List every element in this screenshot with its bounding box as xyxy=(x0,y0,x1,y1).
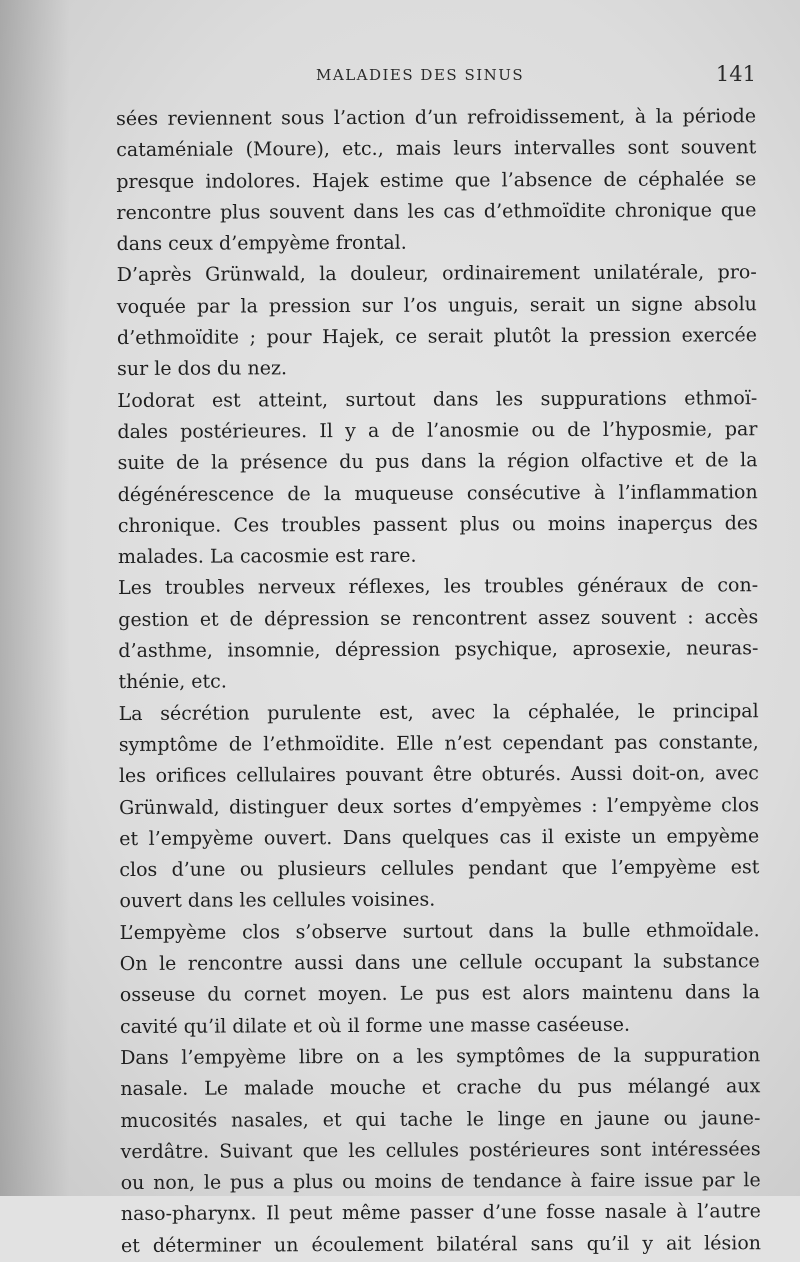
text-line: La sécrétion purulente est, avec la céphalée, le principal xyxy=(118,699,759,725)
text-line: suite de la présence du pus dans la région olfactive et de la xyxy=(117,449,758,475)
text-line: malades. La cacosmie est rare. xyxy=(117,544,417,569)
text-line: D’après Grünwald, la douleur, ordinairement unilatérale, pro- xyxy=(116,261,757,287)
text-line: voquée par la pression sur l’os unguis, serait un signe absolu xyxy=(116,292,757,318)
text-line: ouvert dans les cellules voisines. xyxy=(119,889,436,913)
text-line: sur le dos du nez. xyxy=(117,357,288,381)
text-line: presque indolores. Hajek estime que l’absence de céphalée se xyxy=(116,167,757,193)
running-title: MALADIES DES SINUS xyxy=(316,66,525,84)
text-line: d’asthme, insomnie, dépression psychique, aprosexie, neuras- xyxy=(118,637,759,663)
text-line: mucosités nasales, et qui tache le linge en jaune ou jaune- xyxy=(120,1106,761,1132)
text-line: et l’empyème ouvert. Dans quelques cas il existe un empyème xyxy=(119,825,760,850)
text-line: dégénérescence de la muqueuse consécutive à l’inflammation xyxy=(117,480,758,506)
text-line: osseuse du cornet moyen. Le pus est alors maintenu dans la xyxy=(119,981,760,1007)
body-text xyxy=(116,101,761,1262)
text-line: symptôme de l’ethmoïdite. Elle n’est cependant pas constante, xyxy=(118,731,759,756)
text-line: chronique. Ces troubles passent plus ou moins inaperçus des xyxy=(117,512,758,537)
text-line: sées reviennent sous l’action d’un refroidissement, à la période xyxy=(116,105,757,130)
text-line: nasale. Le malade mouche et crache du pus mélangé aux xyxy=(120,1075,761,1101)
text-line: verdâtre. Suivant que les cellules postérieures sont intéressées xyxy=(120,1137,761,1163)
text-line: et déterminer un écoulement bilatéral sans qu’il y ait lésion xyxy=(120,1231,762,1257)
text-line: cavité qu’il dilate et où il forme une masse caséeuse. xyxy=(119,1013,631,1038)
running-head xyxy=(116,62,756,92)
gutter-shadow xyxy=(0,0,70,1196)
text-line: L’empyème clos s’observe surtout dans la bulle ethmoïdale. xyxy=(119,918,760,944)
page-number: 141 xyxy=(715,62,756,86)
text-line: ou non, le pus a plus ou moins de tendance à faire issue par le xyxy=(120,1169,761,1195)
text-line: d’ethmoïdite ; pour Hajek, ce serait plutôt la pression exercée xyxy=(116,324,758,350)
text-line: On le rencontre aussi dans une cellule occupant la substance xyxy=(119,950,760,976)
text-line: Grünwald, distinguer deux sortes d’empyèmes : l’empyème clos xyxy=(119,793,760,819)
text-line: gestion et de dépression se rencontrent assez souvent : accès xyxy=(118,605,759,631)
text-line: les orifices cellulaires pouvant être obturés. Aussi doit-on, avec xyxy=(118,762,759,788)
text-line: dans ceux d’empyème frontal. xyxy=(116,231,407,256)
text-line: thénie, etc. xyxy=(118,670,227,694)
text-line: rencontre plus souvent dans les cas d’ethmoïdite chronique que xyxy=(116,199,757,224)
text-line: Les troubles nerveux réflexes, les troubles généraux de con- xyxy=(118,574,759,600)
text-line: clos d’une ou plusieurs cellules pendant que l’empyème est xyxy=(119,856,760,882)
text-line: Dans l’empyème libre on a les symptômes de la suppuration xyxy=(120,1044,761,1069)
text-line: cataméniale (Moure), etc., mais leurs intervalles sont souvent xyxy=(116,136,757,162)
text-line: dales postérieures. Il y a de l’anosmie ou de l’hyposmie, par xyxy=(117,418,758,443)
text-line: naso-pharynx. Il peut même passer d’une fosse nasale à l’autre xyxy=(120,1200,761,1226)
text-line: L’odorat est atteint, surtout dans les suppurations ethmoï- xyxy=(117,386,758,412)
